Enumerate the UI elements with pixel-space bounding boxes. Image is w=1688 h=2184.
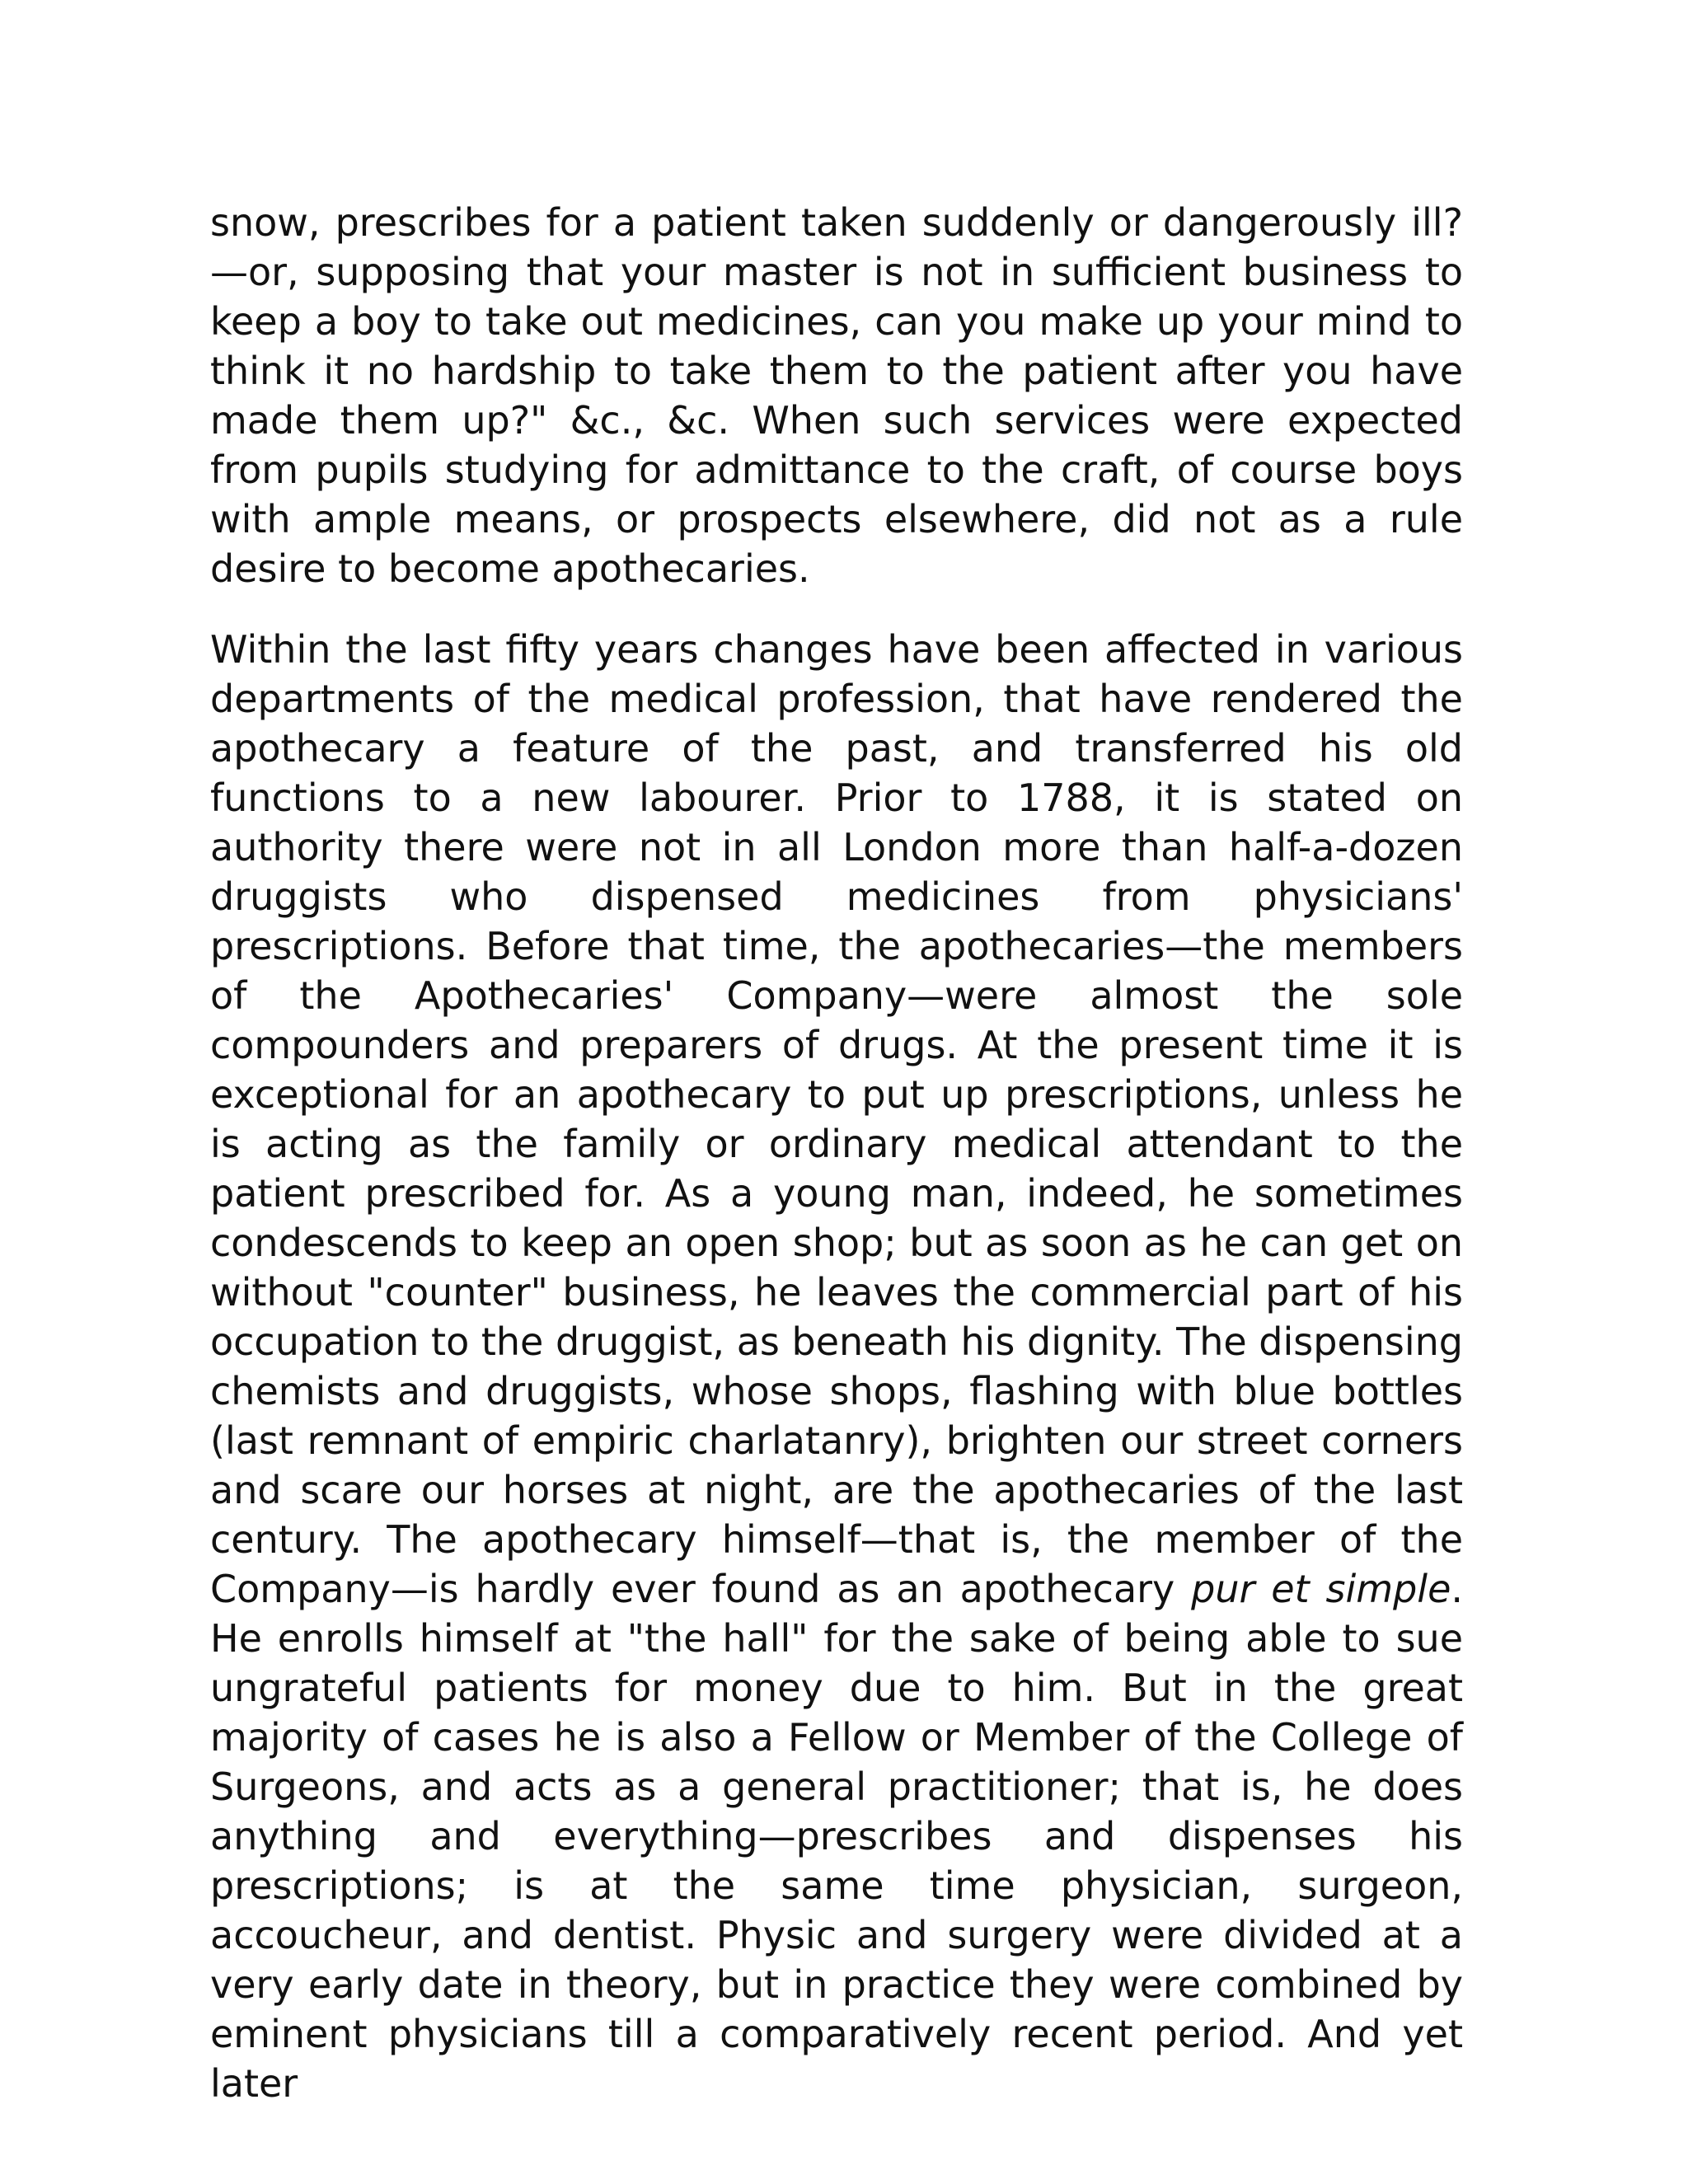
italic-phrase: pur et simple [1191, 1567, 1451, 1611]
paragraph-1: snow, prescribes for a patient taken suddenly or dangerously ill?—or, supposing that your master is not in sufficient business to keep a boy to take out medicines, can you make up your mind to think it no hardship to take them to the patient after you have made them up?" &c., &c. When such services were expected from pupils studying for admittance to the craft, of course boys with ample means, or prospects elsewhere, did not as a rule desire to become apothecaries. [210, 200, 1463, 591]
paragraph-2-text-end: . He enrolls himself at "the hall" for the sake of being able to sue ungrateful patients for money due to him. But in the great majority of cases he is also a Fellow or Member of the College of Surgeons, and acts as a general practitioner; that is, he does anything and everything—prescribes and dispenses his prescriptions; is at the same time physician, surgeon, accoucheur, and dentist. Physic and surgery were divided at a very early date in theory, but in practice they were combined by eminent physicians till a comparatively recent period. And yet later [210, 1567, 1463, 2106]
body-text [210, 198, 1463, 2108]
paragraph-2 [210, 625, 1463, 2108]
paragraph-2-text-start: Within the last fifty years changes have been affected in various departments of the medical profession, that have rendered the apothecary a feature of the past, and transferred his old functions to a new labourer. Prior to 1788, it is stated on authority there were not in all London more than half-a-dozen druggists who dispensed medicines from physicians' prescriptions. Before that time, the apothecaries—the members of the Apothecaries' Company—were almost the sole compounders and preparers of drugs. At the present time it is exceptional for an apothecary to put up prescriptions, unless he is acting as the family or ordinary medical attendant to the patient prescribed for. As a young man, indeed, he sometimes condescends to keep an open shop; but as soon as he can get on without "counter" business, he leaves the commercial part of his occupation to the druggist, as beneath his dignity. The dispensing chemists and druggists, whose shops, flashing with blue bottles (last remnant of empiric charlatanry), brighten our street corners and scare our horses at night, are the apothecaries of the last century. The apothecary himself—that is, the member of the Company—is hardly ever found as an apothecary [210, 627, 1463, 1611]
